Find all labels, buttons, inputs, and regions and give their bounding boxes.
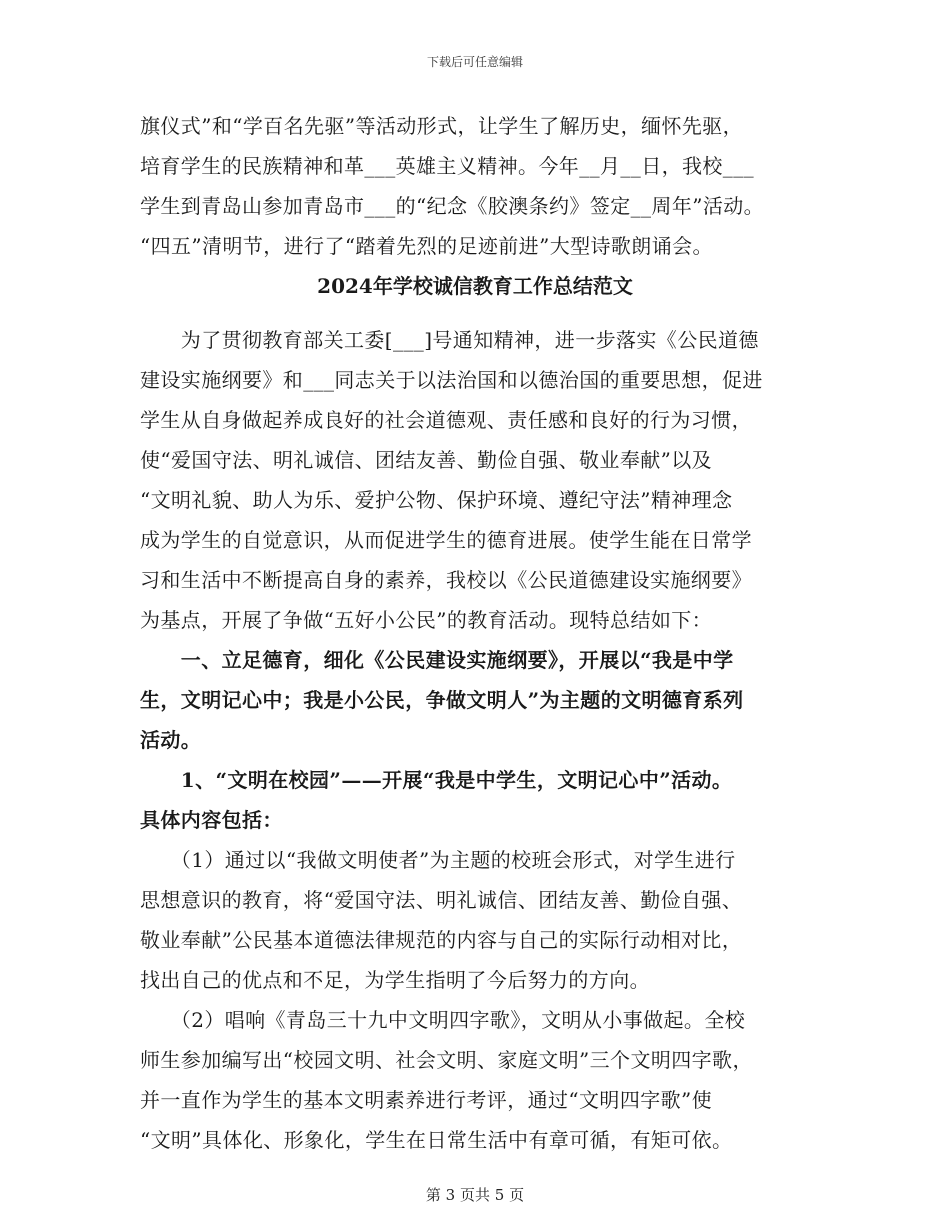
text-line: （2）唱响《青岛三十九中文明四字歌》，文明从小事做起。全校 [140, 1008, 746, 1032]
text-line: 培育学生的民族精神和革___英雄主义精神。今年__月__日，我校___ [140, 154, 754, 178]
text-line: “文明礼貌、助人为乐、爱护公物、保护环境、遵纪守法”精神理念 [140, 488, 733, 512]
text-line: 习和生活中不断提高自身的素养，我校以《公民道德建设实施纲要》 [140, 568, 752, 592]
section-heading: 活动。 [140, 728, 202, 752]
text-line: 使“爱国守法、明礼诚信、团结友善、勤俭自强、敬业奉献”以及 [140, 448, 713, 472]
text-line: “四五”清明节，进行了“踏着先烈的足迹前进”大型诗歌朗诵会。 [140, 234, 713, 258]
text-line: 思想意识的教育，将“爱国守法、明礼诚信、团结友善、勤俭自强、 [140, 888, 743, 912]
text-line: 敬业奉献”公民基本道德法律规范的内容与自己的实际行动相对比， [140, 928, 743, 952]
page-footer: 第 3 页共 5 页 [425, 1186, 525, 1204]
text-line: 成为学生的自觉意识，从而促进学生的德育进展。使学生能在日常学 [140, 528, 752, 552]
sub-heading: 1、“文明在校园”——开展“我是中学生，文明记心中”活动。 [140, 768, 733, 792]
text-line: 并一直作为学生的基本文明素养进行考评，通过“文明四字歌”使 [140, 1088, 713, 1112]
text-line: 建设实施纲要》和___同志关于以法治国和以德治国的重要思想，促进 [140, 368, 763, 392]
document-title: 2024年学校诚信教育工作总结范文 [317, 274, 633, 298]
text-line: “文明”具体化、形象化，学生在日常生活中有章可循，有矩可依。 [140, 1128, 733, 1152]
text-line: 为基点，开展了争做“五好小公民”的教育活动。现特总结如下： [140, 608, 713, 632]
sub-heading: 具体内容包括： [140, 808, 283, 832]
text-line: 学生到青岛山参加青岛市___的“纪念《胶澳条约》签定__周年”活动。 [140, 194, 765, 218]
section-heading: 生，文明记心中；我是小公民，争做文明人”为主题的文明德育系列 [140, 688, 744, 712]
text-line: 找出自己的优点和不足，为学生指明了今后努力的方向。 [140, 968, 650, 992]
text-line: 学生从自身做起养成良好的社会道德观、责任感和良好的行为习惯， [140, 408, 752, 432]
text-line: 旗仪式”和“学百名先驱”等活动形式，让学生了解历史，缅怀先驱， [140, 114, 744, 138]
section-heading: 一、立足德育，细化《公民建设实施纲要》，开展以“我是中学 [140, 648, 734, 672]
text-line: （1）通过以“我做文明使者”为主题的校班会形式，对学生进行 [140, 848, 736, 872]
text-line: 师生参加编写出“校园文明、社会文明、家庭文明”三个文明四字歌， [140, 1048, 753, 1072]
text-line: 为了贯彻教育部关工委[___]号通知精神，进一步落实《公民道德 [140, 328, 759, 352]
page-header: 下载后可任意编辑 [426, 55, 523, 69]
